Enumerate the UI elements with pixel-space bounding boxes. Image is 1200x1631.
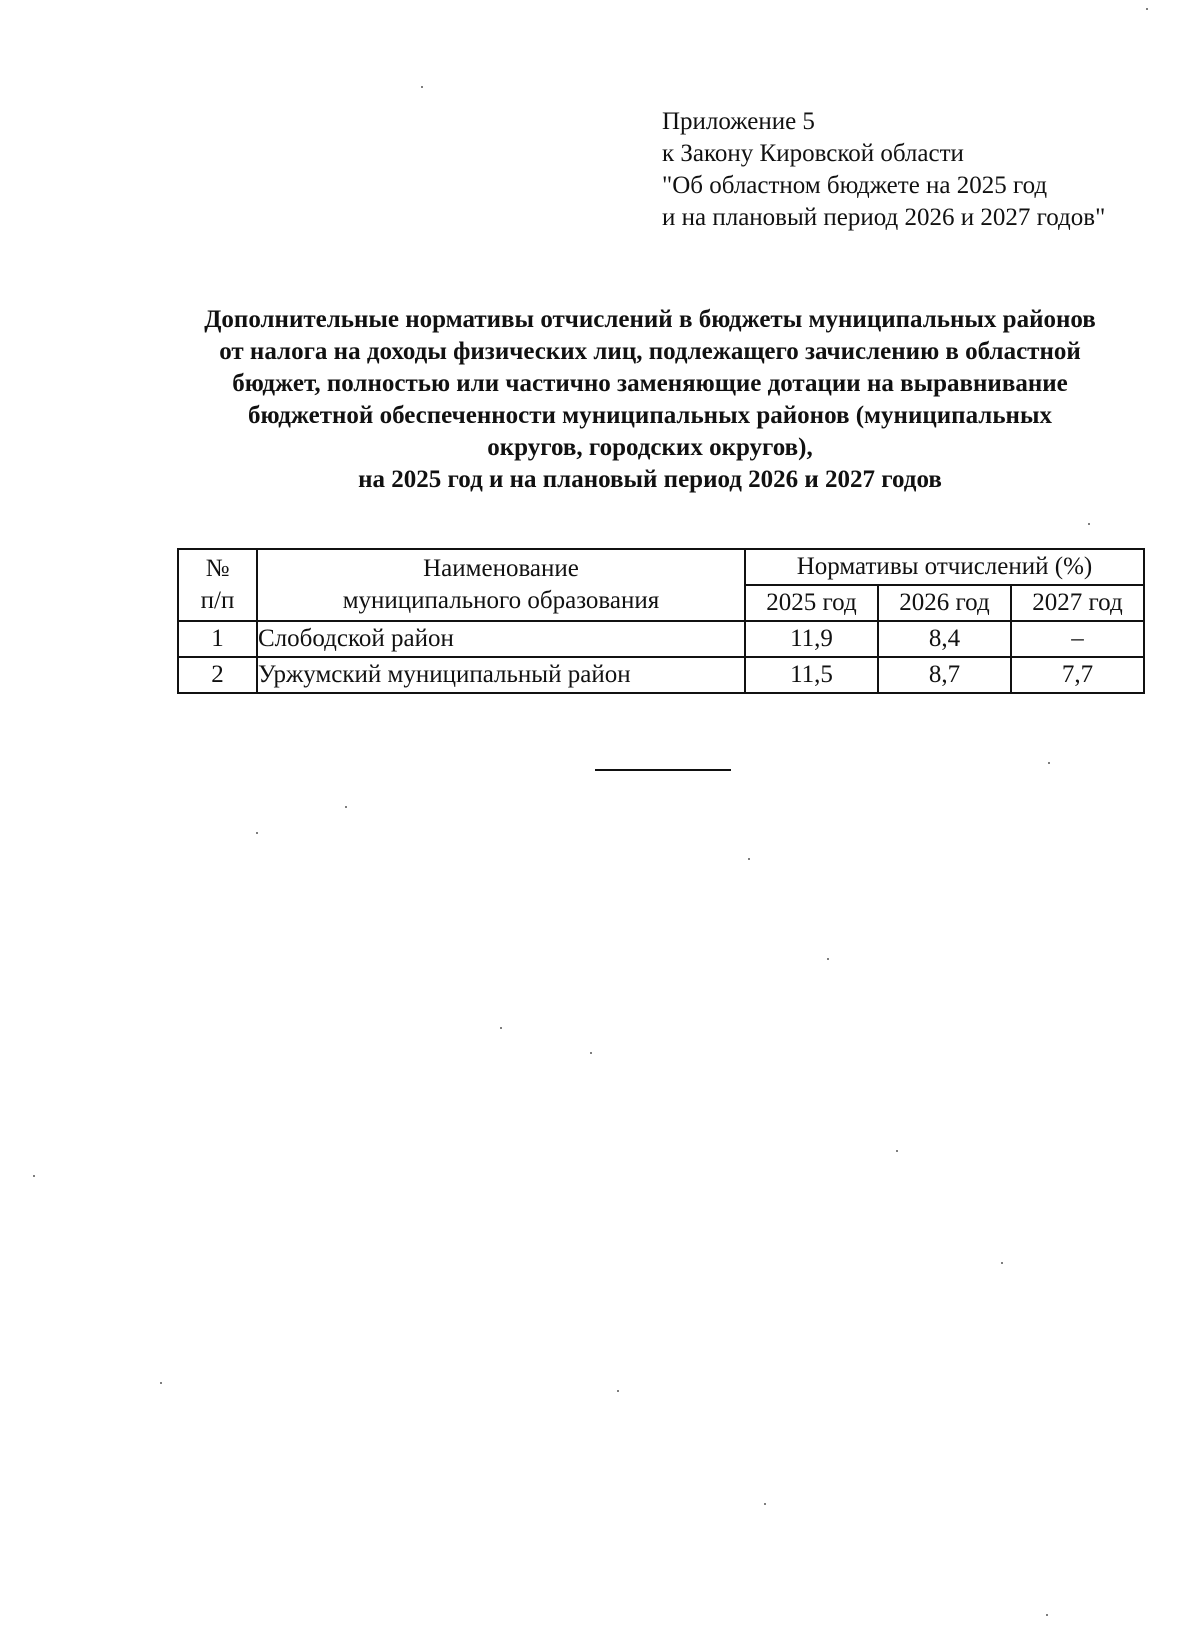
table-header-row [178,549,1144,585]
title-line: бюджет, полностью или частично заменяющие дотации на выравнивание [232,370,1068,397]
scan-speck [748,858,750,860]
title-line: от налога на доходы физических лиц, подлежащего зачислению в областной [219,338,1081,365]
title-line: бюджетной обеспеченности муниципальных районов (муниципальных [248,402,1052,429]
header-number-line2: п/п [200,587,235,614]
row-value-2025: 11,9 [745,621,878,657]
header-number-line1: № [205,555,230,582]
header-year-2026: 2026 год [878,585,1011,621]
scan-speck [500,1027,502,1029]
end-separator-line [595,769,731,771]
row-value-2026: 8,7 [878,657,1011,693]
row-value-2026: 8,4 [878,621,1011,657]
title-line: на 2025 год и на плановый период 2026 и 2027 годов [358,466,942,493]
row-number: 1 [178,621,257,657]
row-number: 2 [178,657,257,693]
header-municipality [257,549,745,621]
row-value-2027: 7,7 [1011,657,1144,693]
scan-speck [1048,762,1050,764]
scan-speck [1046,1614,1048,1616]
row-municipality: Уржумский муниципальный район [257,657,745,693]
scan-speck [1001,1262,1003,1264]
scan-speck [33,1175,35,1177]
scan-speck [160,1382,162,1384]
scan-speck [1146,8,1148,10]
document-title [120,304,1180,496]
header-number [178,549,257,621]
appendix-line: и на плановый период 2026 и 2027 годов" [662,204,1106,231]
scan-speck [896,1150,898,1152]
table-row [178,657,1144,693]
appendix-line: к Закону Кировской области [662,140,964,167]
row-value-2025: 11,5 [745,657,878,693]
norms-table [177,548,1145,694]
header-municipality-line2: муниципального образования [342,587,660,614]
table-row [178,621,1144,657]
header-municipality-line1: Наименование [423,555,579,582]
scan-speck [827,958,829,960]
scan-speck [617,1390,619,1392]
title-line: Дополнительные нормативы отчислений в бюджеты муниципальных районов [204,306,1096,333]
header-norms-group: Нормативы отчислений (%) [745,549,1144,585]
scan-speck [590,1052,592,1054]
scan-speck [256,832,258,834]
appendix-reference [662,106,1105,234]
row-value-2027: – [1011,621,1144,657]
scan-speck [1088,523,1090,525]
scan-speck [421,86,423,88]
scan-speck [345,806,347,808]
header-year-2025: 2025 год [745,585,878,621]
appendix-line: Приложение 5 [662,108,815,135]
header-year-2027: 2027 год [1011,585,1144,621]
title-line: округов, городских округов), [487,434,813,461]
appendix-line: "Об областном бюджете на 2025 год [662,172,1048,199]
row-municipality: Слободской район [257,621,745,657]
scan-speck [764,1503,766,1505]
